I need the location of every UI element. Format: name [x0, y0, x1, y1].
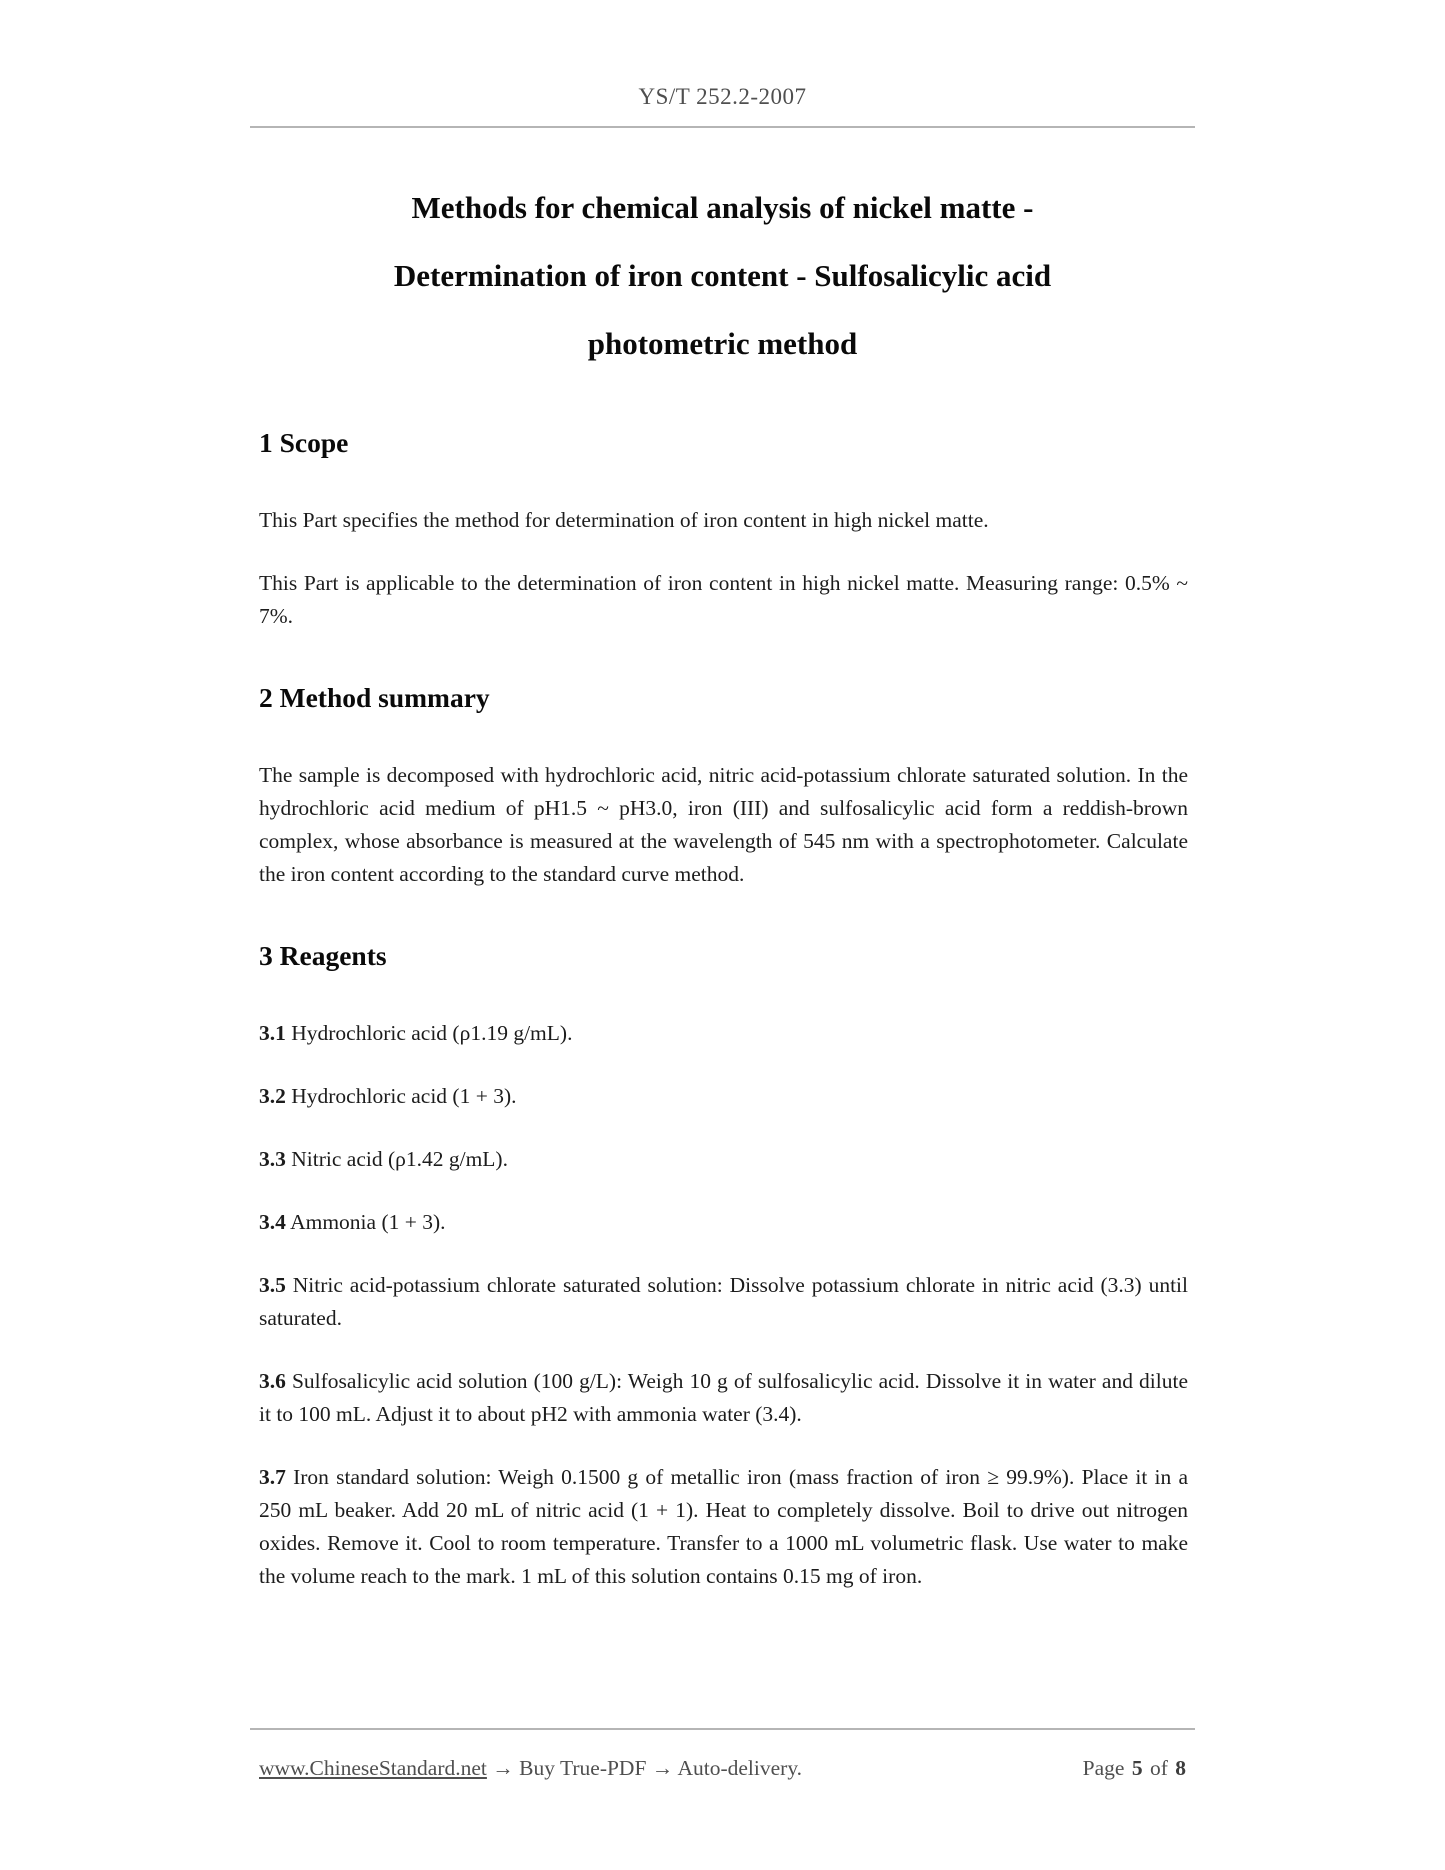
reagent-number: 3.1: [259, 1021, 286, 1045]
footer-source: [259, 1756, 802, 1781]
page-footer: [259, 1756, 1188, 1781]
page-label: Page: [1082, 1756, 1125, 1780]
reagent-text: Iron standard solution: Weigh 0.1500 g of metallic iron (mass fraction of iron ≥ 99.9%). Place it in a 250 mL beaker. Add 20 mL of nitric acid (1 + 1). Heat to completely dissolve. Boil to drive out nitrogen oxides. Remove it. Cool to room temperature. Transfer to a 1000 mL volumetric flask. Use water to make the volume reach to the mark. 1 mL of this solution contains 0.15 mg of iron.: [259, 1465, 1188, 1588]
footer-divider: [250, 1728, 1195, 1730]
reagent-item-3-7: [259, 1461, 1188, 1593]
section-heading-scope: 1 Scope: [259, 427, 349, 458]
reagent-item-3-4: [259, 1206, 1188, 1239]
reagent-number: 3.6: [259, 1369, 286, 1393]
reagent-item-3-3: [259, 1143, 1188, 1176]
reagent-text: Hydrochloric acid (1 + 3).: [291, 1084, 517, 1108]
document-body: [0, 426, 1445, 1593]
reagent-number: 3.5: [259, 1273, 286, 1297]
standard-code: YS/T 252.2-2007: [638, 84, 807, 109]
reagent-item-3-2: [259, 1080, 1188, 1113]
title-line-1: Methods for chemical analysis of nickel matte -: [411, 190, 1034, 225]
title-line-3: photometric method: [587, 326, 858, 361]
reagent-number: 3.2: [259, 1084, 286, 1108]
section-heading-method-summary: 2 Method summary: [259, 682, 490, 713]
reagent-text: Nitric acid (ρ1.42 g/mL).: [291, 1147, 508, 1171]
reagent-text: Sulfosalicylic acid solution (100 g/L): Weigh 10 g of sulfosalicylic acid. Dissolve it in water and dilute it to 100 mL. Adjust it to about pH2 with ammonia water (3.4).: [259, 1369, 1189, 1426]
chinesestandard-link[interactable]: www.ChineseStandard.net: [259, 1756, 487, 1780]
document-title: [259, 174, 1186, 378]
reagent-number: 3.3: [259, 1147, 286, 1171]
reagent-item-3-6: [259, 1365, 1188, 1431]
header-divider: [250, 126, 1195, 128]
title-line-2: Determination of iron content - Sulfosalicylic acid: [393, 258, 1052, 293]
reagent-number: 3.4: [259, 1210, 286, 1234]
page-header: [0, 0, 1445, 110]
reagent-item-3-5: [259, 1269, 1188, 1335]
method-summary-paragraph: The sample is decomposed with hydrochloric acid, nitric acid-potassium chlorate saturated solution. In the hydrochloric acid medium of pH1.5 ~ pH3.0, iron (III) and sulfosalicylic acid form a reddish-brown complex, whose absorbance is measured at the wavelength of 545 nm with a spectrophotometer. Calculate the iron content according to the standard curve method.: [259, 763, 1188, 886]
page-total: 8: [1175, 1756, 1186, 1780]
reagent-text: Ammonia (1 + 3).: [290, 1210, 446, 1234]
reagent-number: 3.7: [259, 1465, 286, 1489]
scope-paragraph-1: This Part specifies the method for determination of iron content in high nickel matte.: [259, 508, 989, 532]
page-current: 5: [1131, 1756, 1143, 1780]
page-of-label: of: [1149, 1756, 1168, 1780]
reagent-item-3-1: [259, 1017, 1188, 1050]
section-heading-reagents: 3 Reagents: [259, 940, 387, 971]
reagent-text: Hydrochloric acid (ρ1.19 g/mL).: [291, 1021, 573, 1045]
reagent-text: Nitric acid-potassium chlorate saturated solution: Dissolve potassium chlorate in nitric acid (3.3) until saturated.: [259, 1273, 1188, 1330]
scope-paragraph-2: This Part is applicable to the determination of iron content in high nickel matte. Measuring range: 0.5% ~ 7%.: [259, 571, 1188, 628]
page-indicator: [1083, 1756, 1188, 1781]
footer-delivery-note: → Buy True-PDF → Auto-delivery.: [492, 1756, 803, 1780]
